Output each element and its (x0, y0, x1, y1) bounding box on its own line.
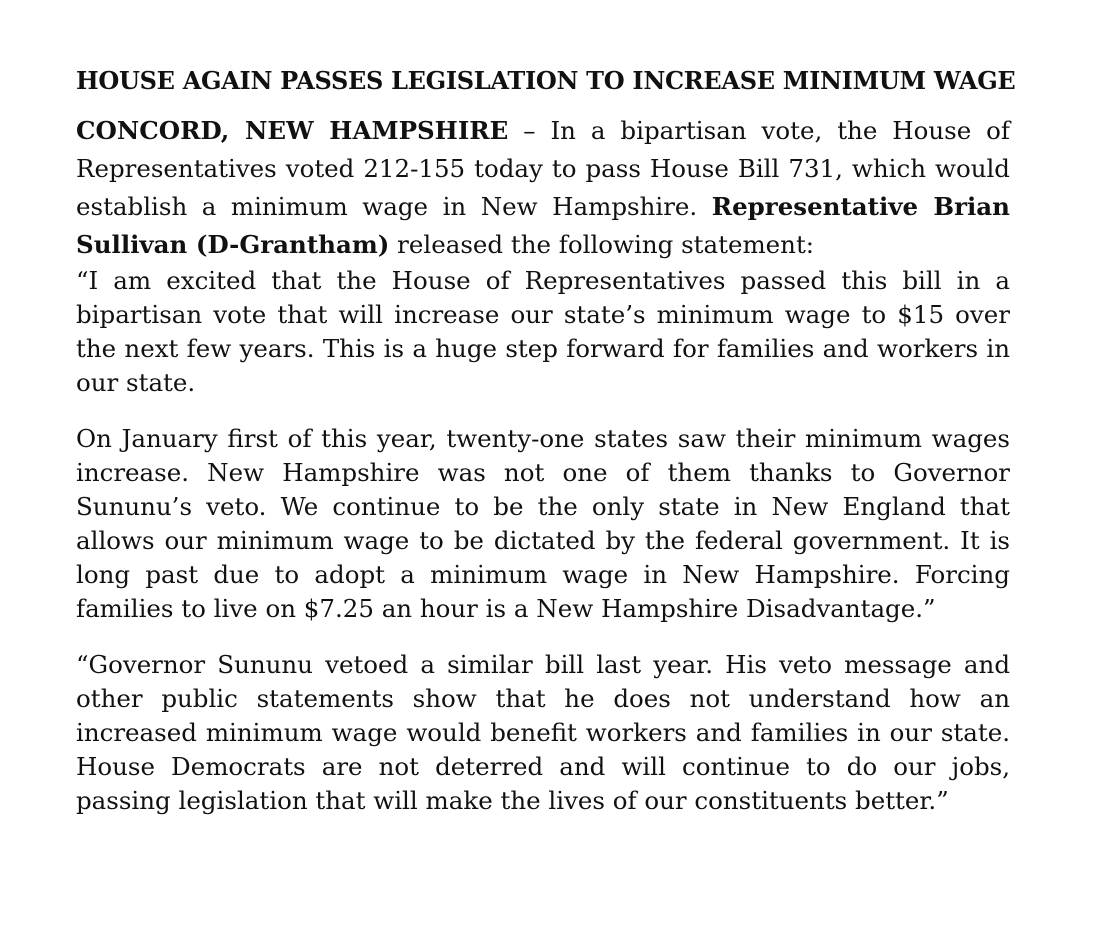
headline: HOUSE AGAIN PASSES LEGISLATION TO INCREASE MINIMUM WAGE (76, 66, 1016, 95)
quote-paragraph-1: “I am excited that the House of Representatives passed this bill in a bipartisan vote that will increase our state’s minimum wage to $15 over the next few years. This is a huge step forward for families and workers in our state. (76, 266, 1010, 397)
lead-text-1: – In a bipartisan vote, the House of Representatives voted 212-155 today to pass House Bill 731, which would establish a minimum wage in New Hampshire. (76, 116, 1010, 221)
press-release (76, 64, 1016, 818)
lead-text-2: released the following statement: (389, 230, 815, 259)
speaker-name: Representative Brian Sullivan (D-Grantham) (76, 192, 1010, 259)
lead-paragraph (76, 112, 1010, 264)
dateline: CONCORD, NEW HAMPSHIRE (76, 116, 509, 145)
quote-paragraph-2: On January first of this year, twenty-one states saw their minimum wages increase. New Hampshire was not one of them thanks to Governor Sununu’s veto. We continue to be the only state in New England that allows our minimum wage to be dictated by the federal government. It is long past due to adopt a minimum wage in New Hampshire. Forcing families to live on $7.25 an hour is a New Hampshire Disadvantage.” (76, 424, 1010, 623)
quote-paragraph-3: “Governor Sununu vetoed a similar bill last year. His veto message and other public statements show that he does not understand how an increased minimum wage would benefit workers and families in our state. House Democrats are not deterred and will continue to do our jobs, passing legislation that will make the lives of our constituents better.” (76, 650, 1010, 815)
